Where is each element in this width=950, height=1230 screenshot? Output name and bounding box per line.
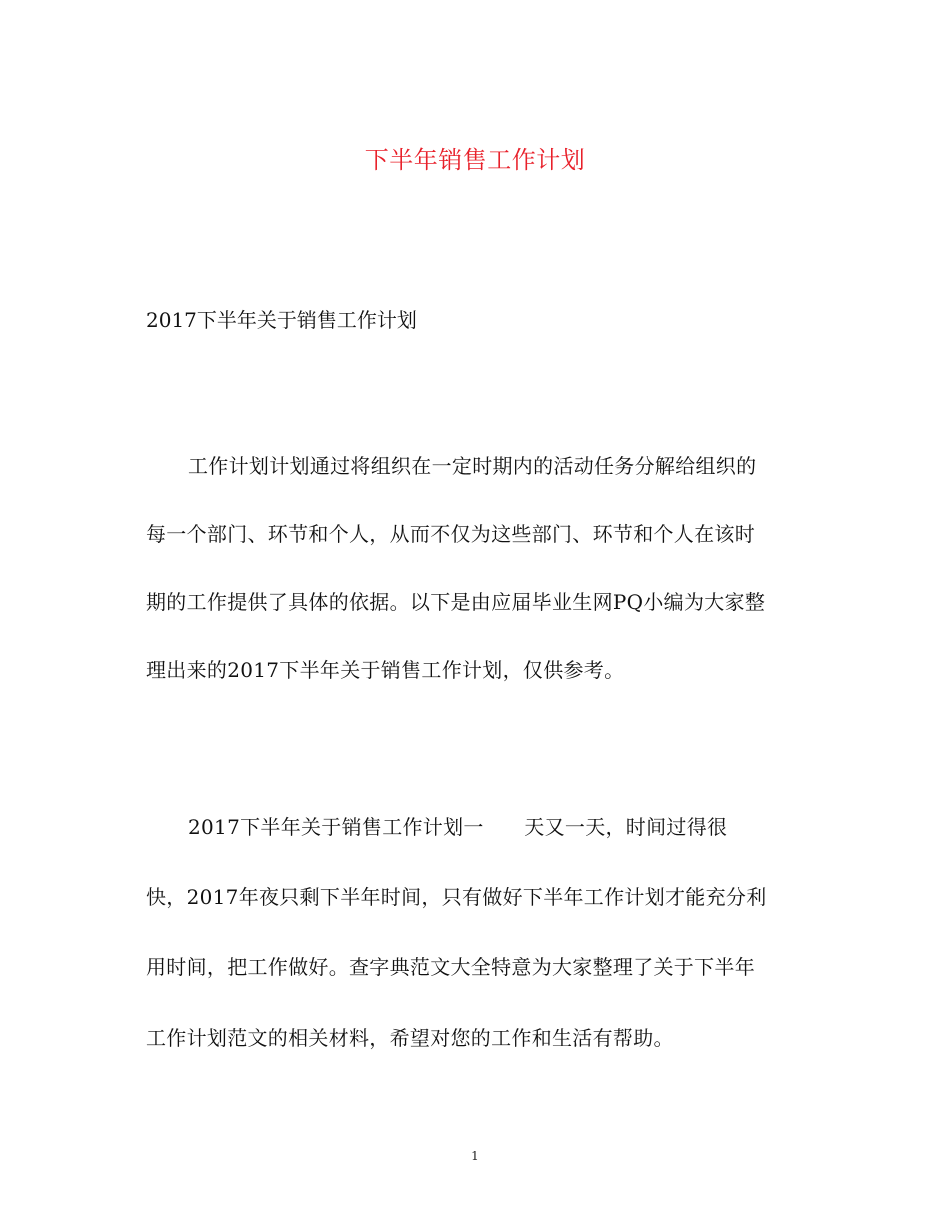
page-number: 1 (471, 1149, 479, 1163)
document-title: 下半年销售工作计划 (364, 146, 586, 174)
document-subtitle: 2017下半年关于销售工作计划 (146, 308, 417, 332)
paragraph-line: 工作计划范文的相关材料，希望对您的工作和生活有帮助。 (146, 1026, 674, 1050)
paragraph-line: 期的工作提供了具体的依据。以下是由应届毕业生网PQ小编为大家整 (146, 590, 766, 614)
paragraph-line: 每一个部门、环节和个人，从而不仅为这些部门、环节和个人在该时 (146, 522, 755, 546)
paragraph-line: 2017下半年关于销售工作计划一 天又一天，时间过得很 (188, 815, 728, 839)
paragraph-line: 工作计划计划通过将组织在一定时期内的活动任务分解给组织的 (188, 454, 757, 478)
paragraph-line: 理出来的2017下半年关于销售工作计划，仅供参考。 (146, 658, 625, 682)
paragraph-line: 快，2017年夜只剩下半年时间，只有做好下半年工作计划才能充分利 (146, 885, 767, 909)
paragraph-line: 用时间，把工作做好。查字典范文大全特意为大家整理了关于下半年 (146, 955, 755, 979)
